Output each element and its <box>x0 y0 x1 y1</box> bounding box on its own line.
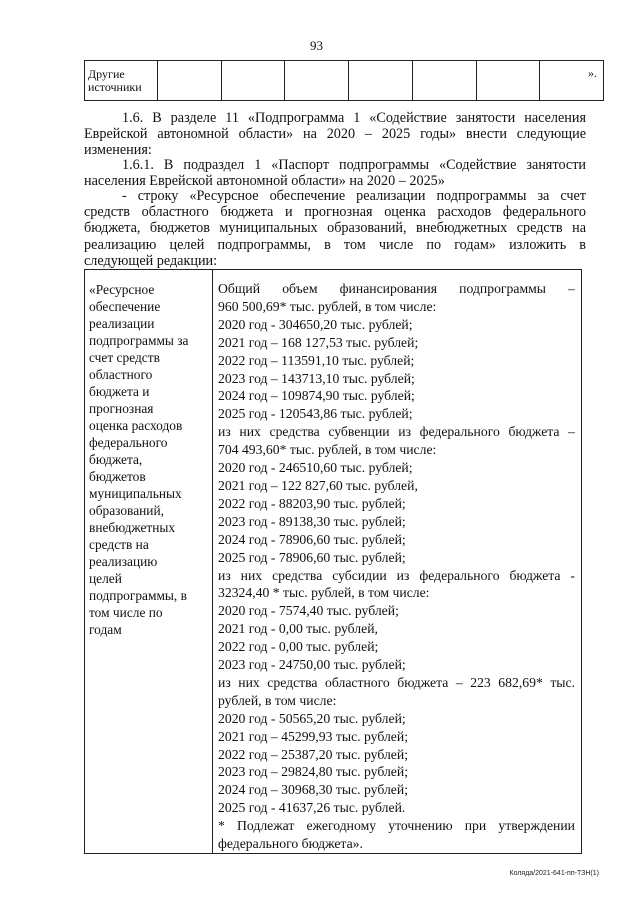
row-title-line: бюджета, <box>89 452 143 467</box>
table-cell <box>412 61 476 101</box>
table-cell <box>285 61 349 101</box>
funding-line: 2021 год – 45299,93 тыс. рублей; <box>218 728 408 744</box>
funding-line: 2023 год – 29824,80 тыс. рублей; <box>218 764 408 780</box>
funding-line: 2022 год - 0,00 тыс. рублей; <box>218 639 379 655</box>
funding-details-cell <box>213 270 582 854</box>
table-cell <box>221 61 285 101</box>
row-title-line: «Ресурсное <box>89 282 155 297</box>
paragraph-row-replacement <box>84 188 586 269</box>
paragraph-line: изменения: <box>84 142 152 159</box>
table-cell <box>158 61 222 101</box>
row-title-line: том числе по <box>89 605 163 620</box>
funding-line: 960 500,69* тыс. рублей, в том числе: <box>218 298 437 314</box>
funding-line: 2020 год - 50565,20 тыс. рублей; <box>218 710 406 726</box>
row-title-line: образований, <box>89 503 164 518</box>
row-title-line: целей <box>89 571 122 586</box>
paragraph-1-6-1 <box>84 157 586 189</box>
funding-line: из них средства субсидии из федерального бюджета - <box>218 567 575 583</box>
row-title-line: реализацию <box>89 554 158 569</box>
row-title-line: бюджетов <box>89 469 146 484</box>
paragraph-line: 1.6. В разделе 11 «Подпрограмма 1 «Содействие занятости населения <box>122 110 586 126</box>
row-title-line: внебюджетных <box>89 520 176 535</box>
funding-line: 2021 год - 0,00 тыс. рублей, <box>218 621 378 637</box>
funding-line: федерального бюджета». <box>218 836 363 852</box>
row-title-line: подпрограммы за <box>89 333 189 348</box>
table-row <box>85 61 604 101</box>
page-number: 93 <box>310 38 323 53</box>
paragraph-line: реализацию целей подпрограммы, в том числе по годам» изложить в <box>84 236 586 253</box>
row-title-cell <box>85 270 213 854</box>
row-title-line: реализации <box>89 316 155 331</box>
row-title-line: прогнозная <box>89 401 154 416</box>
funding-line: Общий объем финансирования подпрограммы – <box>218 281 575 296</box>
funding-line: из них средства областного бюджета – 223 682,69* тыс. <box>218 674 575 690</box>
paragraph-line: бюджета, бюджетов муниципальных образований, внебюджетных средств на <box>84 220 586 237</box>
other-sources-table <box>84 60 604 101</box>
paragraph-line: Еврейской автономной области» на 2020 – 2025 годы» внести следующие <box>84 126 586 143</box>
funding-line: 2025 год - 41637,26 тыс. рублей. <box>218 800 406 816</box>
funding-line: 2022 год – 113591,10 тыс. рублей; <box>218 352 415 368</box>
funding-line: 2022 год - 88203,90 тыс. рублей; <box>218 495 406 511</box>
funding-line: 2024 год – 30968,30 тыс. рублей; <box>218 782 408 798</box>
funding-line: 704 493,60* тыс. рублей, в том числе: <box>218 442 437 458</box>
funding-line: рублей, в том числе: <box>218 692 337 708</box>
funding-line: 2022 год – 25387,20 тыс. рублей; <box>218 746 408 762</box>
row-title-line: муниципальных <box>89 486 182 501</box>
paragraph-line: населения Еврейской автономной области» на 2020 – 2025» <box>84 173 445 190</box>
funding-line: 2025 год - 120543,86 тыс. рублей; <box>218 406 413 422</box>
row-title-line: средств на <box>89 537 149 552</box>
paragraph-line: 1.6.1. В подраздел 1 «Паспорт подпрограммы «Содействие занятости <box>122 157 586 173</box>
funding-line: 2023 год - 24750,00 тыс. рублей; <box>218 657 406 673</box>
row-title-line: федерального <box>89 435 168 450</box>
row-title-line: подпрограммы, в <box>89 588 187 603</box>
table-cell <box>349 61 413 101</box>
paragraph-line: - строку «Ресурсное обеспечение реализации подпрограммы за счет <box>122 188 586 204</box>
row-title-line: бюджета и <box>89 384 150 399</box>
row-title-line: оценка расходов <box>89 418 183 433</box>
funding-line: 2024 год – 109874,90 тыс. рублей; <box>218 388 415 404</box>
other-sources-label: Другие источники <box>85 61 158 101</box>
row-title-line: областного <box>89 367 153 382</box>
funding-line: * Подлежат ежегодному уточнению при утверждении <box>218 818 575 834</box>
paragraph-line: следующей редакции: <box>84 252 218 269</box>
funding-line: 2025 год - 78906,60 тыс. рублей; <box>218 549 406 565</box>
row-title-line: обеспечение <box>89 299 161 314</box>
paragraph-line: средств областного бюджета и прогнозная оценка расходов федерального <box>84 204 586 221</box>
closing-quote-cell: ». <box>540 61 604 101</box>
table-cell <box>476 61 540 101</box>
funding-line: 2023 год – 143713,10 тыс. рублей; <box>218 370 415 386</box>
funding-line: 2021 год – 122 827,60 тыс. рублей, <box>218 477 418 493</box>
funding-line: 2020 год - 304650,20 тыс. рублей; <box>218 316 413 332</box>
funding-line: 32324,40 * тыс. рублей, в том числе: <box>218 585 430 601</box>
row-title-line: счет средств <box>89 350 160 365</box>
funding-line: 2020 год - 246510,60 тыс. рублей; <box>218 460 413 476</box>
paragraph-1-6 <box>84 110 586 159</box>
funding-line: 2023 год - 89138,30 тыс. рублей; <box>218 513 406 529</box>
table-row <box>85 270 582 854</box>
funding-line: 2024 год - 78906,60 тыс. рублей; <box>218 531 406 547</box>
funding-line: из них средства субвенции из федерального бюджета – <box>218 424 575 440</box>
funding-line: 2021 год – 168 127,53 тыс. рублей; <box>218 334 419 350</box>
funding-line: 2020 год - 7574,40 тыс. рублей; <box>218 603 399 619</box>
row-title-line: годам <box>89 622 122 637</box>
resource-provision-table <box>84 269 582 854</box>
document-code: Коляда/2021-641-пп-ТЗН(1) <box>509 870 599 877</box>
